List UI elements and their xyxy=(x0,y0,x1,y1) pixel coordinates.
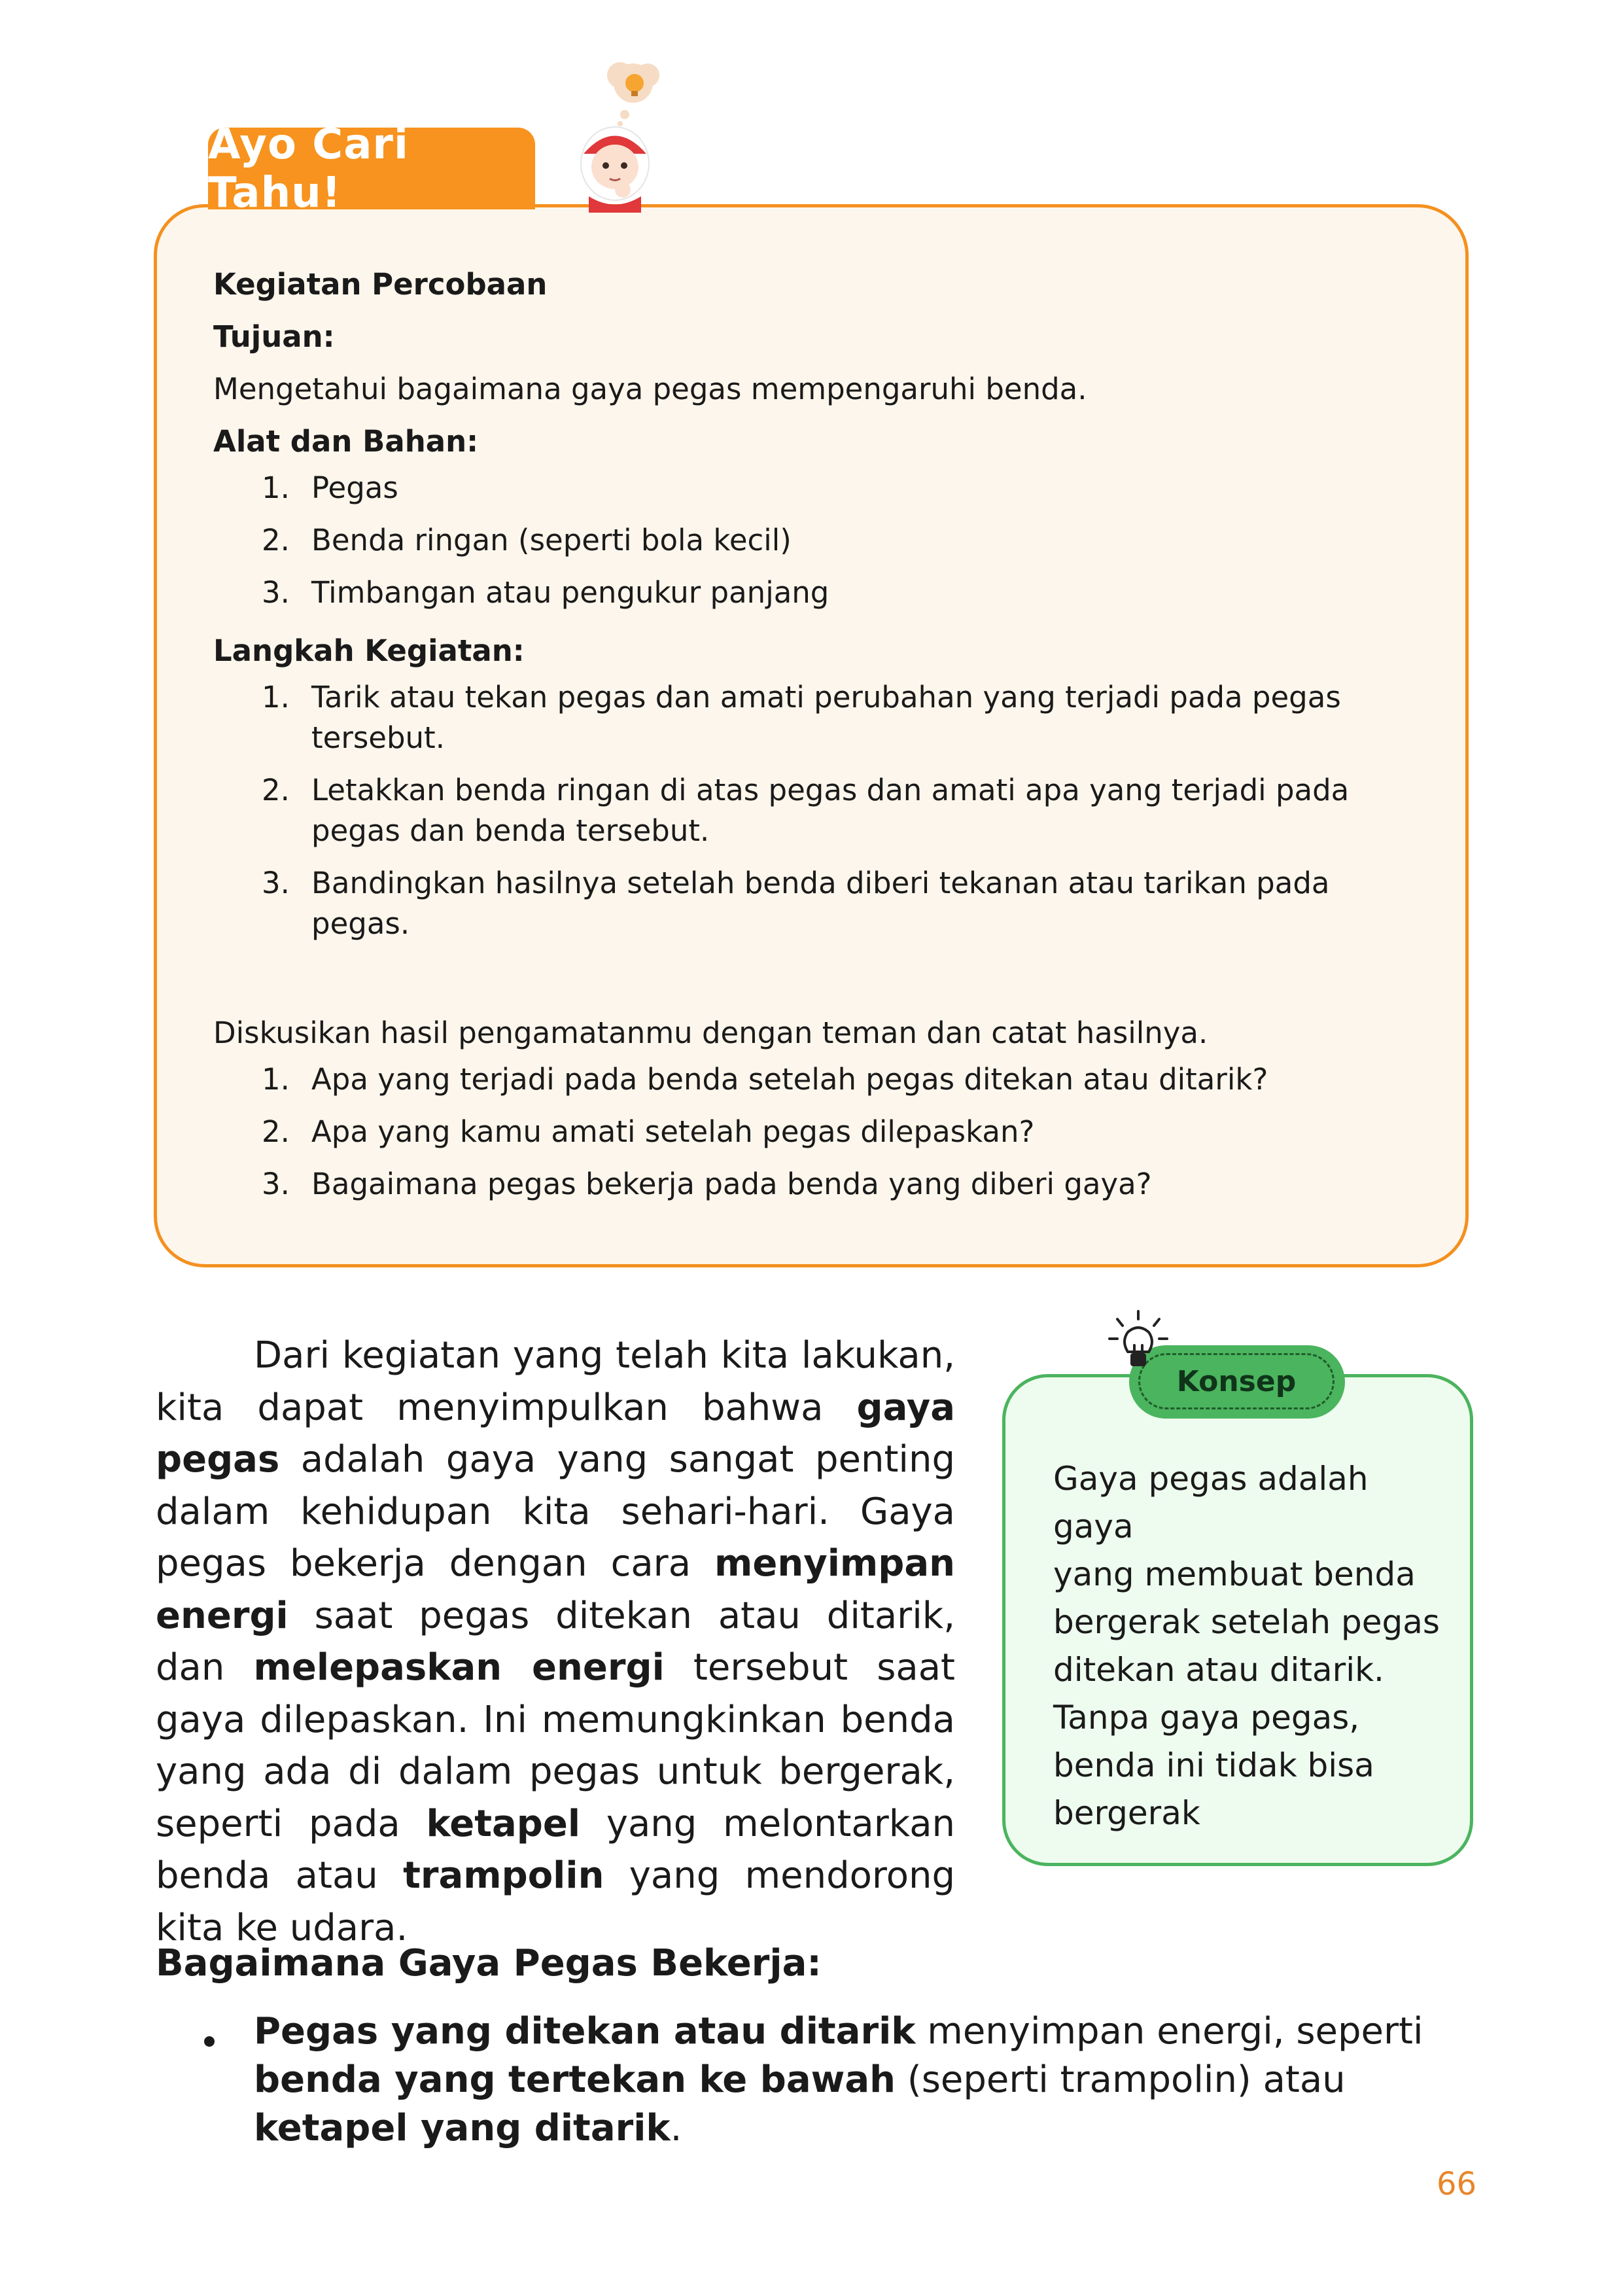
girl-mascot-thinking-icon xyxy=(563,56,680,213)
konsep-text xyxy=(1053,1455,1446,1837)
lightbulb-icon xyxy=(1106,1309,1171,1381)
list-number: 1. xyxy=(262,470,290,505)
konsep-line: bergerak setelah pegas xyxy=(1053,1603,1440,1641)
konsep-line: yang membuat benda xyxy=(1053,1555,1416,1593)
konsep-line: Gaya pegas adalah gaya xyxy=(1053,1460,1369,1545)
list-item xyxy=(213,468,1417,508)
list-item xyxy=(213,520,1417,561)
list-item xyxy=(213,863,1417,944)
list-text: Bagaimana pegas bekerja pada benda yang diberi gaya? xyxy=(311,1167,1152,1201)
page-number: 66 xyxy=(1437,2166,1477,2202)
list-text: Timbangan atau pengukur panjang xyxy=(311,575,829,610)
list-item xyxy=(213,573,1417,613)
list-text: Tarik atau tekan pegas dan amati perubahan yang terjadi pada pegas tersebut. xyxy=(311,680,1341,755)
list-number: 2. xyxy=(262,1114,290,1149)
bullet-icon xyxy=(204,2036,215,2047)
list-number: 1. xyxy=(262,1062,290,1097)
list-text: Letakkan benda ringan di atas pegas dan amati apa yang terjadi pada pegas dan benda tersebut. xyxy=(311,773,1350,848)
list-item xyxy=(213,1059,1417,1100)
activity-tab xyxy=(208,120,535,217)
bullet-text xyxy=(254,2007,1484,2153)
para-text: Dari kegiatan yang telah kita lakukan, kita dapat menyimpulkan bahwa xyxy=(156,1334,955,1429)
questions-list xyxy=(213,1059,1417,1205)
bullet-bold: ketapel yang ditarik xyxy=(254,2107,671,2149)
para-bold: melepaskan energi xyxy=(253,1646,665,1689)
list-item xyxy=(213,770,1417,851)
activity-heading: Kegiatan Percobaan xyxy=(213,267,548,302)
konsep-tab-label: Konsep xyxy=(1138,1353,1335,1409)
list-number: 3. xyxy=(262,1167,290,1201)
para-text: yang melontarkan benda atau xyxy=(156,1802,956,1897)
list-item xyxy=(213,1164,1417,1205)
list-number: 3. xyxy=(262,575,290,610)
goal-label: Tujuan: xyxy=(213,319,335,354)
para-bold: gaya pegas xyxy=(156,1386,955,1481)
steps-label: Langkah Kegiatan: xyxy=(213,633,525,668)
para-text: adalah gaya yang sangat penting dalam kehidupan kita sehari-hari. Gaya pegas bekerja dengan cara xyxy=(156,1438,955,1585)
list-item xyxy=(213,677,1417,758)
materials-label: Alat dan Bahan: xyxy=(213,424,479,459)
para-bold: menyimpan energi xyxy=(156,1542,955,1637)
list-text: Pegas xyxy=(311,470,398,505)
steps-list xyxy=(213,677,1417,944)
list-number: 2. xyxy=(262,523,290,557)
section-title: Bagaimana Gaya Pegas Bekerja: xyxy=(156,1942,822,1985)
list-number: 3. xyxy=(262,866,290,900)
konsep-line: ditekan atau ditarik. xyxy=(1053,1651,1384,1689)
konsep-line: bergerak xyxy=(1053,1794,1200,1832)
goal-text: Mengetahui bagaimana gaya pegas mempengaruhi benda. xyxy=(213,372,1087,406)
bullet-bold: benda yang tertekan ke bawah xyxy=(254,2058,896,2101)
list-text: Apa yang terjadi pada benda setelah pegas ditekan atau ditarik? xyxy=(311,1062,1268,1097)
para-bold: ketapel xyxy=(426,1802,581,1845)
para-text: saat pegas ditekan atau ditarik, dan xyxy=(156,1594,955,1689)
bullet-span: menyimpan energi, seperti xyxy=(915,2010,1423,2053)
para-text: yang mendorong kita ke udara. xyxy=(156,1854,955,1949)
list-number: 1. xyxy=(262,680,290,715)
bullet-span: (seperti trampolin) atau xyxy=(896,2058,1346,2101)
activity-tab-label: Ayo Cari Tahu! xyxy=(208,120,409,217)
list-text: Bandingkan hasilnya setelah benda diberi tekanan atau tarikan pada pegas. xyxy=(311,866,1330,941)
discussion-intro: Diskusikan hasil pengamatanmu dengan teman dan catat hasilnya. xyxy=(213,1016,1208,1050)
para-bold: trampolin xyxy=(403,1854,604,1897)
list-item xyxy=(213,1112,1417,1152)
activity-content xyxy=(213,258,1417,1216)
list-text: Benda ringan (seperti bola kecil) xyxy=(311,523,792,557)
materials-list xyxy=(213,468,1417,613)
conclusion-paragraph xyxy=(156,1330,955,1954)
list-text: Apa yang kamu amati setelah pegas dilepaskan? xyxy=(311,1114,1035,1149)
para-text: tersebut saat gaya dilepaskan. Ini memungkinkan benda yang ada di dalam pegas untuk bergerak, seperti pada xyxy=(156,1646,955,1845)
bullet-span: . xyxy=(670,2107,682,2149)
konsep-line: Tanpa gaya pegas, xyxy=(1053,1699,1360,1737)
list-number: 2. xyxy=(262,773,290,807)
konsep-line: benda ini tidak bisa xyxy=(1053,1746,1374,1784)
bullet-bold: Pegas yang ditekan atau ditarik xyxy=(254,2010,916,2053)
